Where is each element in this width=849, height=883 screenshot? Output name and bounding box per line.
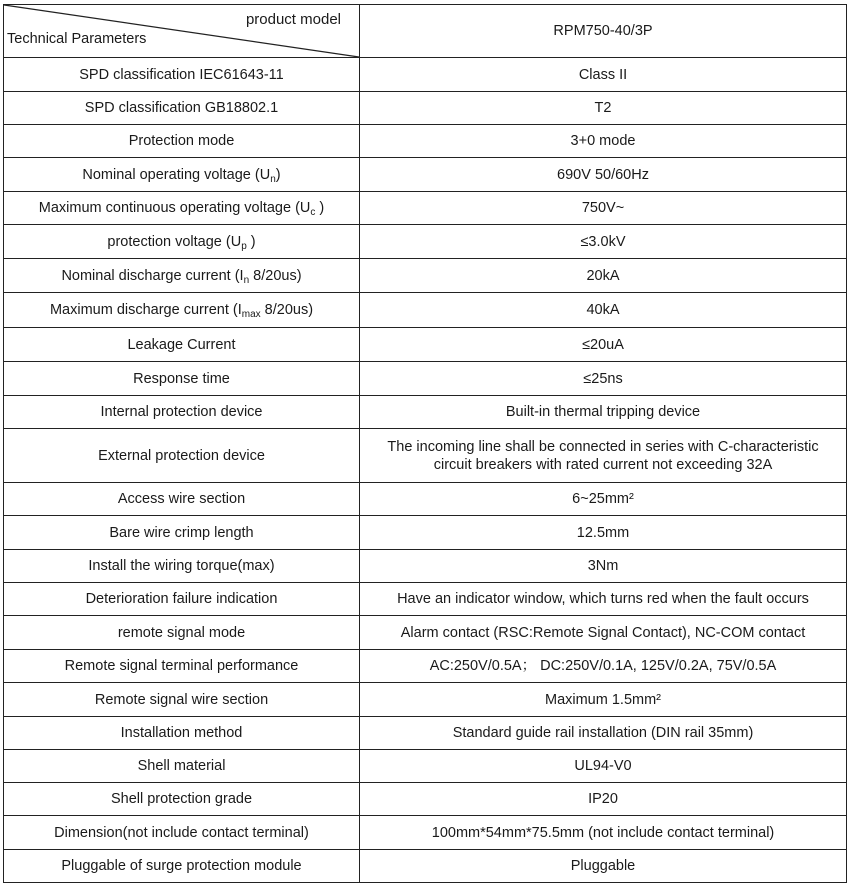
table-row bbox=[4, 717, 847, 750]
param-text: Nominal operating voltage (U bbox=[82, 166, 271, 183]
param-cell: Install the wiring torque(max) bbox=[4, 550, 360, 583]
model-name: RPM750-40/3P bbox=[360, 5, 847, 58]
table-row bbox=[4, 616, 847, 650]
value-cell: 100mm*54mm*75.5mm (not include contact terminal) bbox=[360, 816, 847, 850]
value-cell: Have an indicator window, which turns red when the fault occurs bbox=[360, 583, 847, 616]
param-cell: Deterioration failure indication bbox=[4, 583, 360, 616]
table-row bbox=[4, 583, 847, 616]
value-cell: 3Nm bbox=[360, 550, 847, 583]
value-cell: AC:250V/0.5A； DC:250V/0.1A, 125V/0.2A, 75V/0.5A bbox=[360, 650, 847, 683]
table-row bbox=[4, 816, 847, 850]
value-line-1: The incoming line shall be connected in series with C-characteristic bbox=[387, 438, 819, 455]
param-subscript: n bbox=[270, 173, 276, 185]
table-row bbox=[4, 192, 847, 225]
value-cell: 3+0 mode bbox=[360, 125, 847, 158]
param-cell: Internal protection device bbox=[4, 396, 360, 429]
param-cell: Protection mode bbox=[4, 125, 360, 158]
param-cell bbox=[4, 192, 360, 225]
param-cell: Bare wire crimp length bbox=[4, 516, 360, 550]
param-cell: External protection device bbox=[4, 429, 360, 483]
param-cell: Response time bbox=[4, 362, 360, 396]
table-row bbox=[4, 396, 847, 429]
param-text: Maximum continuous operating voltage (U bbox=[38, 200, 311, 216]
value-cell: ≤3.0kV bbox=[360, 225, 847, 259]
param-text: Maximum discharge current (I bbox=[49, 302, 242, 318]
param-cell bbox=[4, 158, 360, 192]
table-row bbox=[4, 92, 847, 125]
param-cell: Leakage Current bbox=[4, 328, 360, 362]
param-subscript: n bbox=[243, 274, 250, 286]
value-cell: Alarm contact (RSC:Remote Signal Contact), NC-COM contact bbox=[360, 616, 847, 650]
param-text-end: ) bbox=[246, 233, 256, 250]
table-row bbox=[4, 259, 847, 293]
value-cell: 690V 50/60Hz bbox=[360, 158, 847, 192]
table-row bbox=[4, 328, 847, 362]
table-row bbox=[4, 650, 847, 683]
table-row bbox=[4, 850, 847, 883]
value-cell: Built-in thermal tripping device bbox=[360, 396, 847, 429]
param-cell: Dimension(not include contact terminal) bbox=[4, 816, 360, 850]
param-cell: Installation method bbox=[4, 717, 360, 750]
param-cell bbox=[4, 293, 360, 328]
table-row bbox=[4, 550, 847, 583]
table-row bbox=[4, 58, 847, 92]
param-subscript: p bbox=[241, 240, 247, 252]
value-cell: UL94-V0 bbox=[360, 750, 847, 783]
table-row bbox=[4, 750, 847, 783]
table-row bbox=[4, 516, 847, 550]
param-cell: SPD classification IEC61643-11 bbox=[4, 58, 360, 92]
param-cell: Access wire section bbox=[4, 483, 360, 516]
param-cell: Pluggable of surge protection module bbox=[4, 850, 360, 883]
value-cell: 750V~ bbox=[360, 192, 847, 225]
table-row bbox=[4, 293, 847, 328]
param-subscript: c bbox=[310, 207, 316, 218]
value-cell: Maximum 1.5mm² bbox=[360, 683, 847, 717]
table-row bbox=[4, 225, 847, 259]
spec-table bbox=[3, 4, 847, 883]
product-model-label: product model bbox=[245, 11, 341, 28]
param-cell: SPD classification GB18802.1 bbox=[4, 92, 360, 125]
param-cell: Remote signal wire section bbox=[4, 683, 360, 717]
value-cell bbox=[360, 429, 847, 483]
value-cell: ≤25ns bbox=[360, 362, 847, 396]
value-cell: IP20 bbox=[360, 783, 847, 816]
param-text-end: 8/20us) bbox=[260, 302, 314, 318]
value-cell: T2 bbox=[360, 92, 847, 125]
param-cell: Shell protection grade bbox=[4, 783, 360, 816]
param-cell: Remote signal terminal performance bbox=[4, 650, 360, 683]
param-text: protection voltage (U bbox=[107, 233, 242, 250]
technical-parameters-label: Technical Parameters bbox=[7, 31, 147, 47]
value-line-2: circuit breakers with rated current not exceeding 32A bbox=[433, 456, 773, 473]
param-cell bbox=[4, 225, 360, 259]
table-row bbox=[4, 125, 847, 158]
table-row bbox=[4, 683, 847, 717]
table-row bbox=[4, 362, 847, 396]
header-corner-cell bbox=[4, 5, 360, 58]
value-cell: 40kA bbox=[360, 293, 847, 328]
param-text-end: ) bbox=[275, 166, 281, 183]
param-text: Nominal discharge current (I bbox=[61, 267, 244, 284]
table-row bbox=[4, 158, 847, 192]
value-cell: 12.5mm bbox=[360, 516, 847, 550]
param-cell: remote signal mode bbox=[4, 616, 360, 650]
param-text-end: 8/20us) bbox=[249, 267, 302, 284]
value-cell: ≤20uA bbox=[360, 328, 847, 362]
table-row bbox=[4, 429, 847, 483]
value-cell: Class II bbox=[360, 58, 847, 92]
param-text-end: ) bbox=[315, 200, 325, 216]
header-row bbox=[4, 5, 847, 58]
table-row bbox=[4, 483, 847, 516]
value-cell: Standard guide rail installation (DIN rail 35mm) bbox=[360, 717, 847, 750]
value-cell: 20kA bbox=[360, 259, 847, 293]
value-cell: 6~25mm² bbox=[360, 483, 847, 516]
param-subscript: max bbox=[241, 309, 261, 320]
value-cell: Pluggable bbox=[360, 850, 847, 883]
table-row bbox=[4, 783, 847, 816]
param-cell bbox=[4, 259, 360, 293]
param-cell: Shell material bbox=[4, 750, 360, 783]
